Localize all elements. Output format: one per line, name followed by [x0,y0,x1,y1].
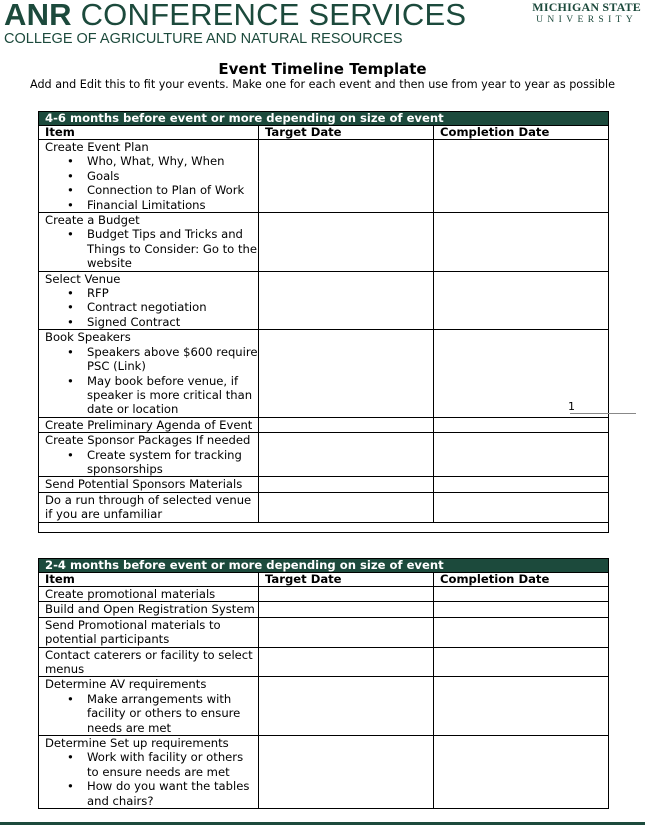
table-row [39,602,609,617]
item-cell [39,647,259,677]
item-label: Determine Set up requirements [45,736,229,751]
document-title: Event Timeline Template [218,60,427,78]
page-number: 1 [568,400,575,413]
item-cell [39,140,259,213]
item-bullet: • Signed Contract [87,315,258,329]
table-row [39,677,609,736]
item-bullet-list [45,286,258,329]
item-bullet: • Create system for tracking sponsorships [87,448,258,477]
completion-date-cell [434,647,609,677]
msu-name: MICHIGAN STATE [532,0,641,14]
item-bullet: • Contract negotiation [87,300,258,314]
page-number-rule [570,413,636,414]
table-row [39,140,609,213]
brand-title [4,0,466,30]
completion-date-cell [434,492,609,522]
table-row [39,617,609,647]
column-header-target-date: Target Date [259,126,434,140]
target-date-cell [259,617,434,647]
section-heading-row [39,112,609,126]
target-date-cell [259,433,434,477]
item-cell [39,213,259,272]
msu-university: UNIVERSITY [536,15,638,25]
item-cell [39,492,259,522]
blank-cell [39,522,609,532]
completion-date-cell [434,140,609,213]
item-label: Select Venue [45,271,121,286]
target-date-cell [259,330,434,417]
item-cell [39,736,259,809]
table-row [39,213,609,272]
item-bullet: • How do you want the tables and chairs? [87,779,258,808]
item-bullet: • RFP [87,286,258,300]
item-label: Send Promotional materials to potential participants [45,617,221,647]
column-header-item: Item [39,573,259,587]
brand-rest: CONFERENCE SERVICES [71,0,467,32]
item-label: Build and Open Registration System [45,602,255,617]
item-cell [39,602,259,617]
target-date-cell [259,736,434,809]
college-name: COLLEGE OF AGRICULTURE AND NATURAL RESOURCES [4,31,403,47]
blank-spacer-row [39,522,609,532]
target-date-cell [259,492,434,522]
completion-date-cell [434,677,609,736]
anr-logo [4,0,466,47]
table-row [39,736,609,809]
item-label: Create Sponsor Packages If needed [45,433,251,448]
table-row [39,587,609,602]
target-date-cell [259,587,434,602]
item-bullet: • Budget Tips and Tricks and Things to Consider: Go to the website [87,227,258,270]
item-label: Create promotional materials [45,587,216,601]
item-bullet: • Connection to Plan of Work [87,183,258,197]
completion-date-cell [434,617,609,647]
table-row [39,330,609,417]
item-cell [39,330,259,417]
table-row [39,271,609,330]
item-label: Create Preliminary Agenda of Event [45,417,253,432]
completion-date-cell [434,433,609,477]
completion-date-cell [434,271,609,330]
table-row [39,433,609,477]
target-date-cell [259,417,434,432]
completion-date-cell [434,213,609,272]
item-label: Send Potential Sponsors Materials [45,477,243,492]
table-row [39,417,609,432]
timeline-table-section1 [38,111,609,533]
target-date-cell [259,477,434,492]
item-bullet: • May book before venue, if speaker is more critical than date or location [87,374,258,417]
section-heading: 2-4 months before event or more depending on size of event [39,559,609,573]
msu-logo [532,0,641,26]
document-subtitle: Add and Edit this to fit your events. Make one for each event and then use from year to year as possible [29,78,616,91]
item-label: Do a run through of selected venue if you are unfamiliar [45,492,252,522]
brand-bold: ANR [4,0,72,32]
item-cell [39,477,259,492]
completion-date-cell [434,736,609,809]
item-bullet-list [45,750,258,808]
item-label: Contact caterers or facility to select menus [45,647,253,677]
item-cell [39,433,259,477]
target-date-cell [259,602,434,617]
item-bullet-list [45,154,258,212]
completion-date-cell [434,330,609,417]
table-row [39,647,609,677]
completion-date-cell [434,602,609,617]
column-header-completion-date: Completion Date [434,573,609,587]
completion-date-cell [434,587,609,602]
target-date-cell [259,647,434,677]
table-row [39,477,609,492]
section-heading: 4-6 months before event or more depending on size of event [39,112,609,126]
item-bullet-list [45,448,258,477]
section-heading-row [39,559,609,573]
item-label: Book Speakers [45,330,131,345]
item-bullet: • Make arrangements with facility or others to ensure needs are met [87,692,258,735]
item-bullet: • Who, What, Why, When [87,154,258,168]
item-bullet-list [45,227,258,270]
item-cell [39,271,259,330]
item-cell [39,587,259,602]
item-cell [39,617,259,647]
item-label: Create a Budget [45,213,140,228]
item-label: Create Event Plan [45,140,149,154]
column-header-row [39,573,609,587]
item-cell [39,677,259,736]
column-header-target-date: Target Date [259,573,434,587]
column-header-item: Item [39,126,259,140]
item-bullet-list [45,345,258,417]
target-date-cell [259,677,434,736]
item-cell [39,417,259,432]
item-label: Determine AV requirements [45,677,207,692]
target-date-cell [259,271,434,330]
completion-date-cell [434,477,609,492]
item-bullet-list [45,692,258,735]
target-date-cell [259,213,434,272]
column-header-row [39,126,609,140]
column-header-completion-date: Completion Date [434,126,609,140]
timeline-table-section2 [38,558,609,809]
completion-date-cell [434,417,609,432]
footer-rule [0,822,645,825]
target-date-cell [259,140,434,213]
table-row [39,492,609,522]
item-bullet: • Financial Limitations [87,198,258,212]
item-bullet: • Work with facility or others to ensure needs are met [87,750,258,779]
item-bullet: • Speakers above $600 require PSC (Link) [87,345,258,374]
item-bullet: • Goals [87,169,258,183]
